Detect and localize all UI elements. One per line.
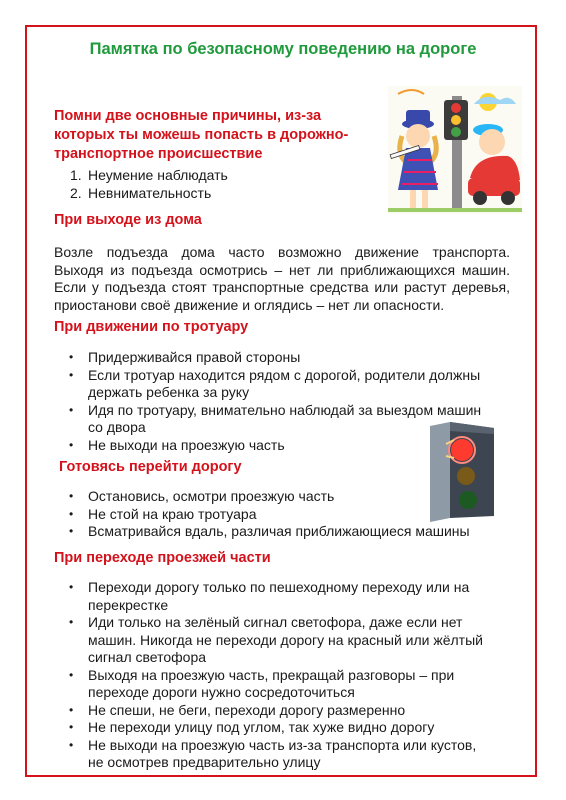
- paragraph-line: Выходя из подъезда осмотрись – нет ли приближающихся машин.: [54, 261, 510, 278]
- list-item: • Не стой на краю тротуара: [69, 505, 257, 522]
- list-item: • Не выходи на проезжую часть: [69, 436, 285, 453]
- children-traffic-light-illustration: [388, 86, 522, 214]
- list-item: • Если тротуар находится рядом с дорогой, родители должны держать ребенка за руку: [69, 366, 481, 400]
- paragraph-line: приостанови своё движение и оглядись – нет ли опасности.: [54, 296, 445, 313]
- list-item: • Идя по тротуару, внимательно наблюдай за выездом машин со двора: [69, 401, 482, 435]
- list-item: 2. Невнимательность: [70, 184, 212, 201]
- list-item: • Не переходи улицу под углом, так хуже видно дорогу: [69, 719, 435, 735]
- intro-heading-line: транспортное происшествие: [54, 146, 263, 162]
- before-crossing-list: [69, 488, 470, 541]
- page-title: Памятка по безопасному поведению на дороге: [89, 40, 477, 58]
- paragraph-line: Возле подъезда дома часто возможно движение транспорта.: [54, 244, 510, 260]
- intro-heading-line: Помни две основные причины, из-за: [54, 108, 322, 124]
- list-item: • Переходи дорогу только по пешеходному переходу или на перекрестке: [69, 579, 470, 613]
- list-item: • Не спеши, не беги, переходи дорогу размеренно: [69, 701, 406, 718]
- crossing-list: [69, 579, 483, 772]
- list-item: • Иди только на зелёный сигнал светофора, даже если нет машин. Никогда не переходи дорогу на красный или жёлтый сигнал светофора: [69, 614, 483, 665]
- intro-heading: [54, 107, 348, 164]
- crossing-heading: При переходе проезжей части: [54, 550, 271, 566]
- list-item: 1. Неумение наблюдать: [70, 167, 228, 183]
- paragraph-line: Если у подъезда стоят транспортные средства или растут деревья,: [54, 279, 510, 295]
- list-item: • Остановись, осмотри проезжую часть: [69, 488, 335, 504]
- list-item: • Выходя на проезжую часть, прекращай разговоры – при переходе дороги нужно сосредоточиться: [69, 666, 455, 700]
- leaving-home-heading: При выходе из дома: [54, 212, 202, 228]
- sidewalk-heading: При движении по тротуару: [54, 319, 249, 335]
- intro-list: [70, 167, 228, 202]
- list-item: • Всматривайся вдаль, различая приближающиеся машины: [69, 523, 470, 539]
- list-item: • Не выходи на проезжую часть из-за транспорта или кустов, не осмотрев предварительно улицу: [69, 736, 477, 770]
- list-item: • Придерживайся правой стороны: [69, 349, 301, 365]
- intro-heading-line: которых ты можешь попасть в дорожно-: [54, 127, 349, 143]
- before-crossing-heading: Готовясь перейти дорогу: [59, 459, 242, 475]
- leaving-home-paragraph: [54, 244, 510, 314]
